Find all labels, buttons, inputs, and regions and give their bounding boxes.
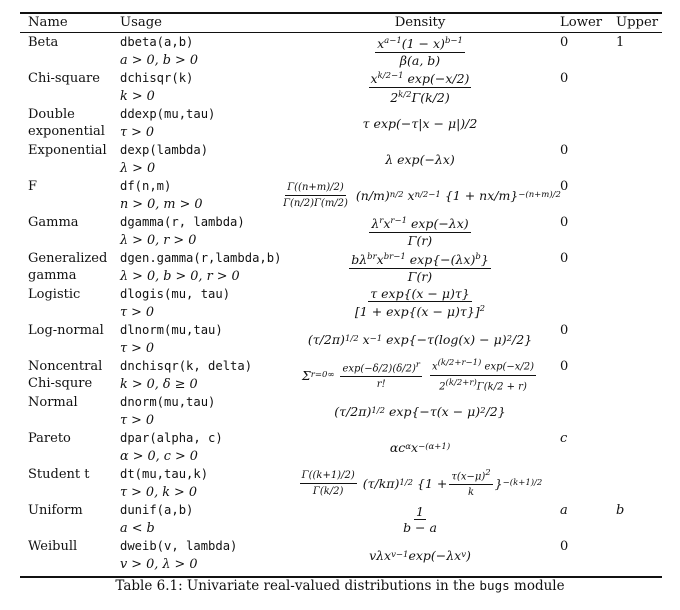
usage-function: dgamma(r, lambda) xyxy=(120,215,245,229)
table-row xyxy=(20,357,662,393)
lower-bound: 0 xyxy=(560,215,569,230)
lower-bound: 0 xyxy=(560,323,569,338)
distribution-name: F xyxy=(28,179,38,194)
header-upper: Upper xyxy=(616,15,659,30)
header-lower: Lower xyxy=(560,15,603,30)
density-formula: Σ r=0 ∞ $\frac{\exp(-\delta/2)(\delta/2)^r}{r!}$ $\frac{x^{(k/2+r-1)} \exp(-x/2)}{2^{(k/2+r)}\Gamma(k/2 + r)}$ xyxy=(301,358,535,392)
table-row xyxy=(20,105,662,141)
lower-bound: 0 xyxy=(560,71,569,86)
usage-function: ddexp(mu,tau) xyxy=(120,107,216,121)
parameter-condition: v > 0, λ > 0 xyxy=(120,557,198,572)
usage-function: dt(mu,tau,k) xyxy=(120,467,209,481)
distribution-name: Double exponential xyxy=(28,107,105,139)
density-formula: λ exp(−λx) xyxy=(385,151,455,167)
lower-bound: 0 xyxy=(560,35,569,50)
density-formula: αc α x −(α+1) xyxy=(389,439,451,455)
table-row xyxy=(20,141,662,177)
parameter-condition: τ > 0 xyxy=(120,305,155,320)
usage-function: dexp(lambda) xyxy=(120,143,209,157)
table-row xyxy=(20,537,662,573)
distribution-name: Noncentral Chi-squre xyxy=(28,359,103,391)
density-formula: (τ/2π) 1/2 exp{−τ(x − μ) 2 /2} xyxy=(334,403,506,419)
parameter-condition: τ > 0, k > 0 xyxy=(120,485,197,500)
lower-bound: 0 xyxy=(560,143,569,158)
density-formula: vλx v−1 exp(−λx v ) xyxy=(369,547,471,563)
parameter-condition: λ > 0 xyxy=(120,161,156,176)
header-name: Name xyxy=(28,15,68,30)
parameter-condition: a > 0, b > 0 xyxy=(120,53,198,68)
density-formula: $\frac{b\lambda^{br}x^{br-1} \exp\{-(\lambda x)^b\}}{\Gamma(r)}$ xyxy=(351,252,489,284)
parameter-condition: τ > 0 xyxy=(120,413,155,428)
table-row xyxy=(20,393,662,429)
density-formula: $\frac{x^{a-1}(1 - x)^{b-1}}{\beta(a, b)}$ xyxy=(377,36,463,68)
parameter-condition: k > 0, δ ≥ 0 xyxy=(120,377,198,392)
usage-function: df(n,m) xyxy=(120,179,172,193)
header-usage: Usage xyxy=(120,15,162,30)
distribution-name: Logistic xyxy=(28,287,81,302)
parameter-condition: λ > 0, b > 0, r > 0 xyxy=(120,269,240,284)
table-row xyxy=(20,285,662,321)
usage-function: dnchisqr(k, delta) xyxy=(120,359,253,373)
upper-bound: b xyxy=(616,503,625,518)
usage-function: dunif(a,b) xyxy=(120,503,194,517)
density-formula: $\frac{\Gamma((n+m)/2)}{\Gamma(n/2)\Gamma(m/2)}$ (n/m) n/2 x n/2−1 {1 + nx/m} −(n+m)/2 xyxy=(283,181,561,209)
distribution-name: Student t xyxy=(28,467,90,482)
table-row xyxy=(20,429,662,465)
usage-function: dlnorm(mu,tau) xyxy=(120,323,223,337)
caption-prefix: Table 6.1: Univariate real-valued distributions in the xyxy=(115,578,480,594)
usage-function: dnorm(mu,tau) xyxy=(120,395,216,409)
upper-bound: 1 xyxy=(616,35,625,50)
header-density: Density xyxy=(394,15,446,30)
lower-bound: 0 xyxy=(560,179,569,194)
usage-function: dpar(alpha, c) xyxy=(120,431,223,445)
density-formula: $\frac{x^{k/2-1} \exp(-x/2)}{2^{k/2}\Gamma(k/2)}$ xyxy=(370,71,470,105)
parameter-condition: τ > 0 xyxy=(120,125,155,140)
table-row xyxy=(20,213,662,249)
lower-bound: c xyxy=(560,431,568,446)
density-formula: $\frac{\text{τ exp\{(x − μ)τ\}}}{[1 + \exp\{(x - \mu)\tau\}]^2}$ xyxy=(354,286,486,320)
distribution-name: Exponential xyxy=(28,143,107,158)
usage-function: dweib(v, lambda) xyxy=(120,539,238,553)
distribution-name: Pareto xyxy=(28,431,71,446)
density-formula: τ exp(−τ|x − μ|)/2 xyxy=(362,115,478,131)
lower-bound: 0 xyxy=(560,359,569,374)
caption-suffix: module xyxy=(509,578,565,594)
parameter-condition: α > 0, c > 0 xyxy=(120,449,198,464)
caption-module-name: bugs xyxy=(479,578,510,593)
density-formula: (τ/2π) 1/2 x −1 exp{−τ(log(x) − μ) 2 /2} xyxy=(307,331,533,347)
parameter-condition: τ > 0 xyxy=(120,341,155,356)
parameter-condition: a < b xyxy=(120,521,155,536)
lower-bound: a xyxy=(560,503,568,518)
table-row xyxy=(20,69,662,105)
distribution-name: Normal xyxy=(28,395,78,410)
table-row xyxy=(20,249,662,285)
table-row xyxy=(20,465,662,501)
parameter-condition: n > 0, m > 0 xyxy=(120,197,203,212)
distribution-name: Weibull xyxy=(28,539,78,554)
lower-bound: 0 xyxy=(560,539,569,554)
density-formula: $\frac{\Gamma((k+1)/2)}{\Gamma(k/2)}$ (τ/kπ) 1/2 {1 + $\frac{\tau(x-\mu)^2}{k}$ } −(k+1)/2 xyxy=(301,467,543,499)
distribution-name: Beta xyxy=(28,35,59,50)
table-row xyxy=(20,33,662,69)
density-formula: $\frac{\lambda^rx^{r-1} \exp(-\lambda x)}{\Gamma(r)}$ xyxy=(371,216,469,248)
table-caption xyxy=(0,578,680,594)
distribution-name: Generalized gamma xyxy=(28,251,108,283)
lower-bound: 0 xyxy=(560,251,569,266)
usage-function: dbeta(a,b) xyxy=(120,35,194,49)
usage-function: dgen.gamma(r,lambda,b) xyxy=(120,251,282,265)
table-row xyxy=(20,177,662,213)
parameter-condition: k > 0 xyxy=(120,89,155,104)
usage-function: dchisqr(k) xyxy=(120,71,194,85)
table-row xyxy=(20,321,662,357)
distribution-name: Uniform xyxy=(28,503,83,518)
distribution-name: Log-normal xyxy=(28,323,104,338)
parameter-condition: λ > 0, r > 0 xyxy=(120,233,197,248)
distribution-name: Chi-square xyxy=(28,71,100,86)
distribution-name: Gamma xyxy=(28,215,79,230)
usage-function: dlogis(mu, tau) xyxy=(120,287,231,301)
density-formula: $\frac{1}{b - a}$ xyxy=(403,503,437,535)
table-row xyxy=(20,501,662,537)
